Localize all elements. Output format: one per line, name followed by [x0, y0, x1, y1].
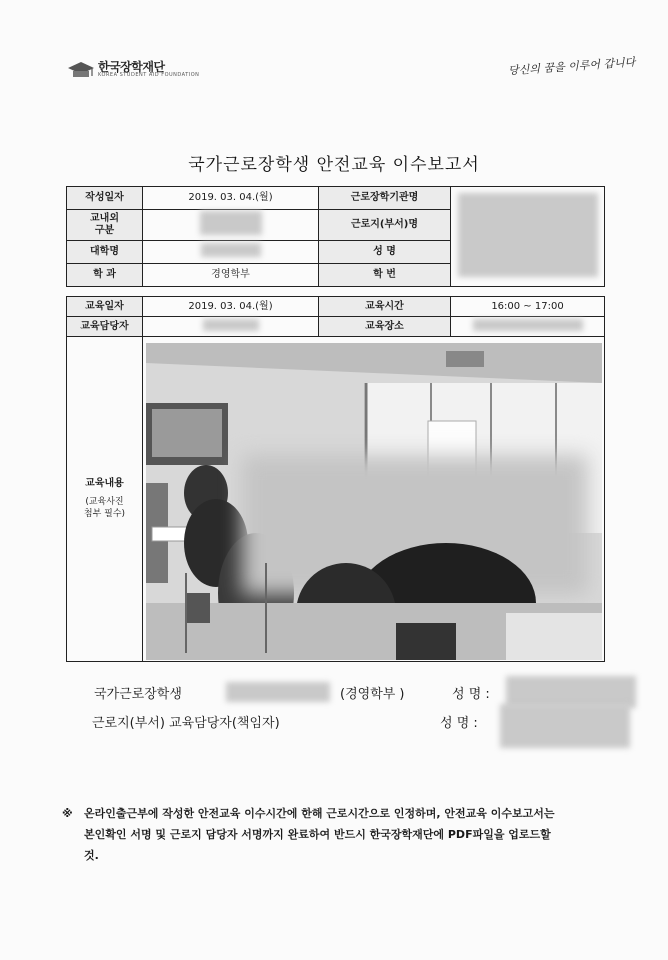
footnote-line-1: 온라인출근부에 작성한 안전교육 이수시간에 한해 근로시간으로 인정하며, 안전교육 이수보고서는: [84, 807, 555, 820]
edu-content-note-2: 첨부 필수): [83, 509, 126, 519]
org-sub: KOREA STUDENT AID FOUNDATION: [98, 72, 200, 78]
edu-content-label: 교육내용: [85, 478, 124, 489]
edu-content-note-1: (교육사진: [85, 497, 124, 507]
edu-date-label: 교육일자: [67, 297, 143, 317]
student-sign-label: 성 명 :: [452, 687, 490, 702]
student-signature-line: [94, 683, 182, 702]
education-photo: [146, 343, 602, 660]
workplace-label: 근로지(부서)명: [319, 210, 451, 241]
classroom-photo-illustration: [146, 343, 602, 660]
manager-sign-label: 성 명 :: [440, 716, 478, 731]
foundation-logo: [66, 56, 200, 84]
slogan: 당신의 꿈을 이루어 갑니다: [507, 55, 636, 78]
graduation-cap-icon: [66, 60, 96, 80]
university-value: [143, 241, 319, 264]
page-title: 국가근로장학생 안전교육 이수보고서: [188, 155, 480, 175]
write-date-value: 2019. 03. 04.(월): [143, 187, 319, 210]
edu-manager-label: 교육담당자: [67, 317, 143, 337]
redaction-block: [226, 682, 330, 702]
edu-place-value: [451, 317, 605, 337]
footnote-line-3: 것.: [84, 849, 99, 862]
redaction-block: [458, 193, 598, 277]
redaction-block: [200, 211, 262, 235]
edu-date-value: 2019. 03. 04.(월): [143, 297, 319, 317]
org-label: 근로장학기관명: [319, 187, 451, 210]
redaction-block: [201, 243, 261, 257]
reference-mark-icon: ※: [62, 807, 73, 820]
student-info-table: [66, 186, 605, 287]
redaction-block: [473, 319, 583, 331]
university-label: 대학명: [67, 241, 143, 264]
edu-time-value: 16:00 ~ 17:00: [451, 297, 605, 317]
student-dept: (경영학부 ): [340, 687, 405, 702]
redaction-block: [203, 319, 259, 331]
student-label: 국가근로장학생: [94, 687, 182, 702]
footnote-line-2: 본인확인 서명 및 근로지 담당자 서명까지 완료하여 반드시 한국장학재단에 PDF파일을 업로드할: [84, 828, 551, 841]
edu-content-label-cell: [67, 337, 143, 662]
org-name: 한국장학재단: [98, 60, 165, 74]
write-date-label: 작성일자: [67, 187, 143, 210]
edu-manager-value: [143, 317, 319, 337]
edu-time-label: 교육시간: [319, 297, 451, 317]
footnote: [62, 803, 628, 866]
manager-label: 근로지(부서) 교육담당자(책임자): [92, 716, 280, 731]
dept-value: 경영학부: [143, 264, 319, 287]
edu-place-label: 교육장소: [319, 317, 451, 337]
manager-signature-redacted: [500, 704, 630, 748]
student-id-label: 학 번: [319, 264, 451, 287]
name-label: 성 명: [319, 241, 451, 264]
campus-type-value: [143, 210, 319, 241]
campus-type-label: 교내외 구분: [67, 210, 143, 241]
dept-label: 학 과: [67, 264, 143, 287]
redacted-org-info: [451, 187, 605, 287]
